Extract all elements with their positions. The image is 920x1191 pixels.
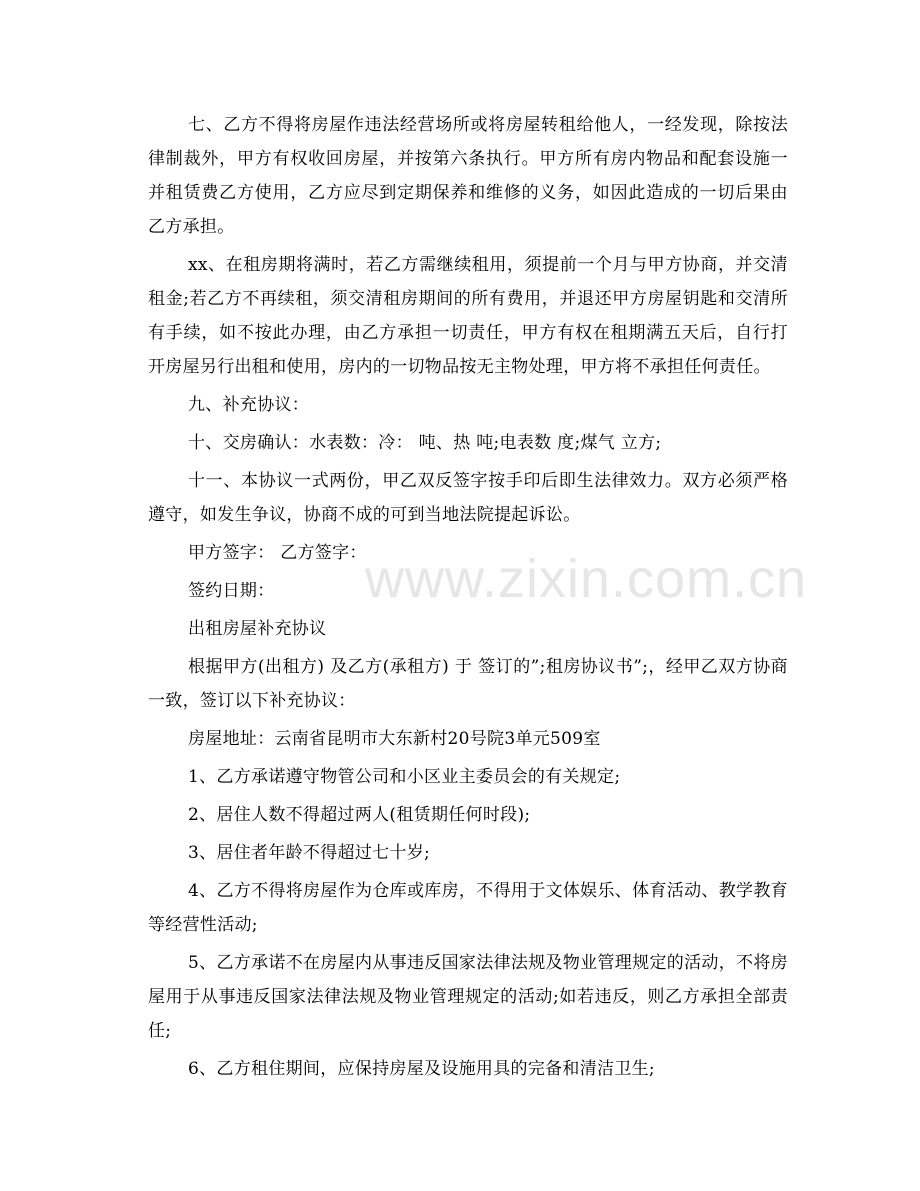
supplement-item-1: 1、乙方承诺遵守物管公司和小区业主委员会的有关规定; [188,767,621,787]
clause-10: 十、交房确认：水表数：冷： 吨、热 吨;电表数 度;煤气 立方; [188,433,662,453]
clause-9: 九、补充协议： [188,395,310,415]
supplement-item-4: 4、乙方不得将房屋作为仓库或库房，不得用于文体娱乐、体育活动、教学教育等经营性活动; [148,881,788,935]
clause-7: 七、乙方不得将房屋作违法经营场所或将房屋转租给他人，一经发现，除按法律制裁外，甲方有权收回房屋，并按第六条执行。甲方所有房内物品和配套设施一并租赁费乙方使用，乙方应尽到定期保养和维修的义务，如因此造成的一切后果由乙方承担。 [148,115,788,237]
sign-date: 签约日期： [188,581,275,601]
supplement-item-3: 3、居住者年龄不得超过七十岁; [188,843,431,863]
supplement-item-6: 6、乙方租住期间，应保持房屋及设施用具的完备和清洁卫生; [188,1059,655,1079]
supplement-title: 出租房屋补充协议 [188,619,327,639]
supplement-item-5: 5、乙方承诺不在房屋内从事违反国家法律法规及物业管理规定的活动，不将房屋用于从事违反国家法律法规及物业管理规定的活动;如若违反，则乙方承担全部责任; [148,953,788,1041]
signature-line: 甲方签字： 乙方签字： [188,543,367,563]
document-body [148,108,788,1090]
clause-11: 十一、本协议一式两份，甲乙双反签字按手印后即生法律效力。双方必须严格遵守，如发生争议，协商不成的可到当地法院提起诉讼。 [148,471,788,525]
property-address: 房屋地址：云南省昆明市大东新村20号院3单元509室 [188,729,601,749]
watermark: www.zixin.com.cn [365,549,808,609]
supplement-item-2: 2、居住人数不得超过两人(租赁期任何时段); [188,805,531,825]
supplement-intro: 根据甲方(出租方) 及乙方(承租方) 于 签订的”;租房协议书”;，经甲乙双方协商一致，签订以下补充协议： [148,657,788,711]
clause-8: xx、在租房期将满时，若乙方需继续租用，须提前一个月与甲方协商，并交清租金;若乙方不再续租，须交清租房期间的所有费用，并退还甲方房屋钥匙和交清所有手续，如不按此办理，由乙方承担一切责任，甲方有权在租期满五天后，自行打开房屋另行出租和使用，房内的一切物品按无主物处理，甲方将不承担任何责任。 [148,255,788,377]
